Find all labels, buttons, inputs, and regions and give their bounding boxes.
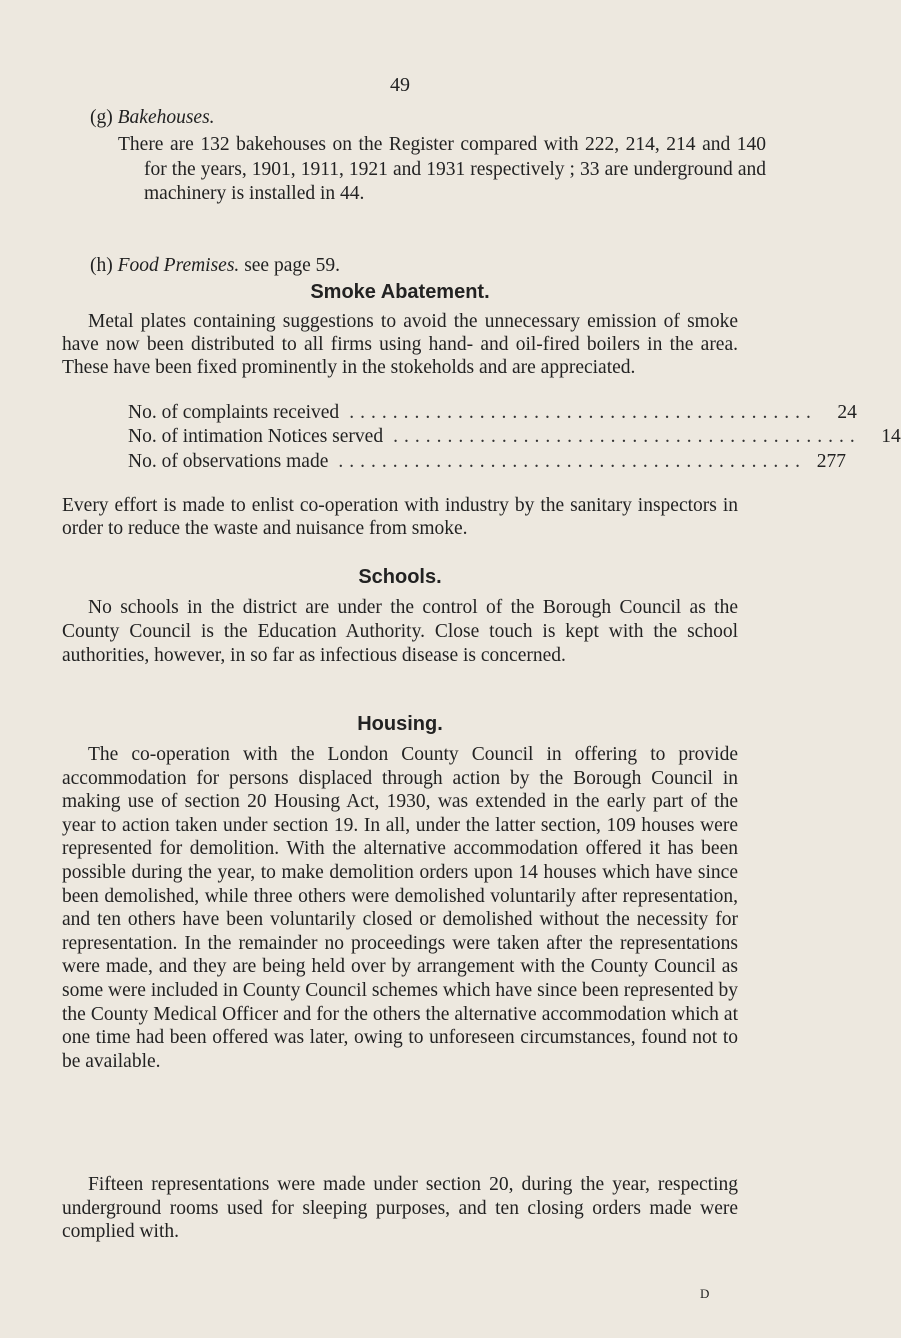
smoke-closing: Every effort is made to enlist co-operation with industry by the sanitary inspectors in order to reduce the waste and nuisance from smoke. [62, 495, 738, 539]
smoke-intro: Metal plates containing suggestions to avoid the unnecessary emission of smoke have now been distributed to all firms using hand- and oil-fired boilers in the area. These have been fixed prominently in the stokeholds and are appreciated. [62, 311, 738, 378]
bakehouses-heading [90, 106, 215, 129]
housing-para-2: Fifteen representations were made under section 20, during the year, respecting underground rooms used for sleeping purposes, and ten closing orders made were complied with. [62, 1174, 738, 1243]
bakehouses-marker: (g) [90, 107, 113, 128]
stat-label: No. of complaints received [128, 402, 340, 423]
food-premises-line [90, 254, 340, 277]
stat-row [128, 402, 857, 426]
page-number: 49 [390, 74, 410, 96]
leader-dots: ........................................... [349, 402, 817, 423]
food-premises-marker: (h) [90, 255, 113, 276]
stat-label: No. of observations made [128, 451, 329, 472]
leader-dots: ........................................... [338, 451, 806, 472]
food-premises-text: see page 59. [244, 255, 341, 276]
housing-heading: Housing. [357, 713, 443, 735]
bakehouses-title: Bakehouses. [117, 107, 215, 128]
stat-row [128, 451, 846, 475]
leader-dots: ........................................... [393, 426, 861, 447]
food-premises-title: Food Premises. [117, 255, 240, 276]
stat-label: No. of intimation Notices served [128, 426, 384, 447]
stat-value: 277 [816, 451, 846, 472]
schools-heading: Schools. [358, 566, 442, 588]
stat-value: 24 [837, 402, 857, 423]
signature-mark: D [700, 1286, 710, 1301]
bakehouses-text: There are 132 bakehouses on the Register compared with 222, 214, 214 and 140 for the years, 1901, 1911, 1921 and 1931 respectively ; 33 are underground and machinery is installed in 44. [118, 134, 766, 204]
housing-para-1: The co-operation with the London County Council in offering to provide accommodation for persons displaced through action by the Borough Council in making use of section 20 Housing Act, 1930, was extended in the early part of the year to action taken under section 19. In all, under the latter section, 109 houses were represented for demolition. With the alternative accommodation offered it has been possible during the year, to make demolition orders upon 14 houses which have since been demolished, while three others were demolished voluntarily after representation, and ten others have been voluntarily closed or demolished without the necessity for representation. In the remainder no proceedings were taken after the representations were made, and they are being held over by arrangement with the County Council as some were included in County Council schemes which have since been represented by the County Medical Officer and for the others the alternative accommodation which at one time had been offered was later, owing to unforeseen circumstances, found not to be available. [62, 744, 738, 1072]
schools-text: No schools in the district are under the control of the Borough Council as the County Council is the Education Authority. Close touch is kept with the school authorities, however, in so far as infectious disease is concerned. [62, 597, 738, 666]
smoke-heading: Smoke Abatement. [310, 281, 490, 303]
stat-row [128, 426, 901, 450]
stat-value: 14 [881, 426, 901, 447]
